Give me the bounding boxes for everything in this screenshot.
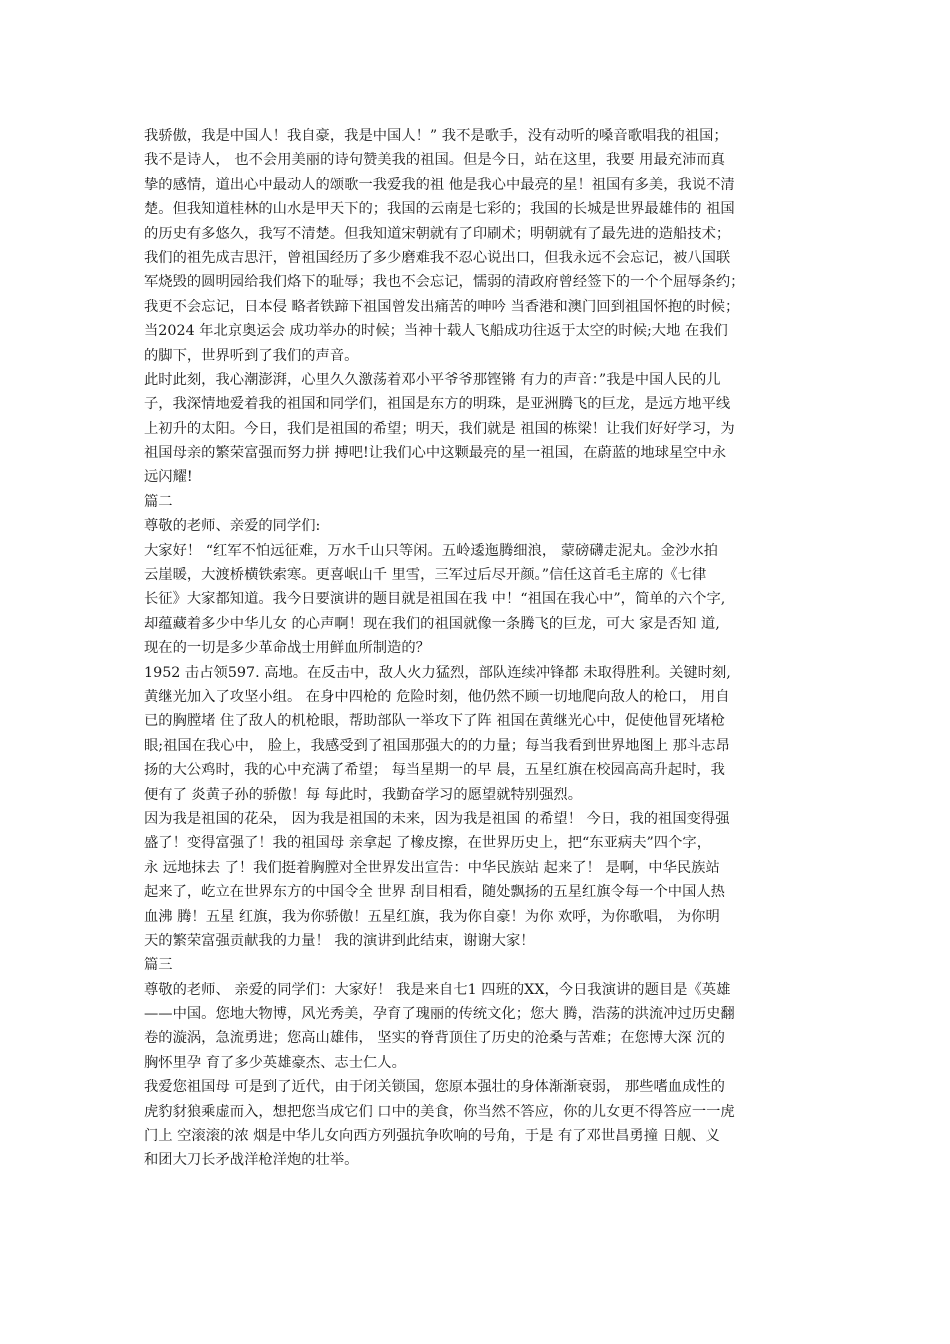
text-line: 我爱您祖国母 可是到了近代，由于闭关锁国，您原本强壮的身体渐渐衰弱， 那些嗜血成性的 xyxy=(144,1079,725,1096)
text-line: 门上 空滚滚的浓 烟是中华儿女向西方列强抗争吹响的号角，于是 有了邓世昌勇撞 日舰、义 xyxy=(144,1128,720,1145)
text-line: 此时此刻，我心潮澎湃，心里久久激荡着邓小平爷爷那铿锵 有力的声音：”我是中国人民的儿 xyxy=(144,371,721,388)
text-line: 现在的一切是多少革命战士用鲜血所制造的？ xyxy=(144,640,430,657)
text-line: 我骄傲，我是中国人！我自豪，我是中国人！” 我不是歌手，没有动听的嗓音歌唱我的祖国； xyxy=(144,128,728,144)
text-line: 当2024 年北京奥运会 成功举办的时候；当神十载人飞船成功往返于太空的时候;大地 在我们 xyxy=(144,323,728,340)
text-line: 因为我是祖国的花朵， 因为我是祖国的未来，因为我是祖国 的希望！ 今日，我的祖国变得强 xyxy=(144,810,730,827)
text-line: 扬的大公鸡时，我的心中充满了希望； 每当星期一的早 晨，五星红旗在校园高高升起时，我 xyxy=(144,762,725,779)
text-line: 起来了，屹立在世界东方的中国令全 世界 刮目相看，随处飘扬的五星红旗令每一个中国人热 xyxy=(144,884,725,901)
text-line: 和团大刀长矛战洋枪洋炮的壮举。 xyxy=(144,1152,359,1169)
text-line: 子，我深情地爱着我的祖国和同学们，祖国是东方的明珠，是亚洲腾飞的巨龙，是远方地平线 xyxy=(144,396,731,413)
text-line: 1952 击占领597. 高地。在反击中，敌人火力猛烈，部队连续冲锋都 未取得胜利。关键时刻, xyxy=(144,664,731,681)
text-line: 远闪耀! xyxy=(144,469,193,486)
section-heading: 篇三 xyxy=(144,957,173,974)
text-line: 军烧毁的圆明园给我们烙下的耻辱；我也不会忘记，懦弱的清政府曾经签下的一个个屈辱条约； xyxy=(144,274,745,291)
document-body xyxy=(144,124,804,1173)
text-line: 天的繁荣富强贡献我的力量！ 我的演讲到此结束，谢谢大家！ xyxy=(144,932,535,949)
text-line: 上初升的太阳。今日，我们是祖国的希望；明天，我们就是 祖国的栋梁！让我们好好学习，为 xyxy=(144,420,735,437)
text-line: 我不是诗人， 也不会用美丽的诗句赞美我的祖国。但是今日，站在这里，我要 用最充沛而真 xyxy=(144,152,725,169)
text-line: 云崖暖，大渡桥横铁索寒。更喜岷山千 里雪，三军过后尽开颜。”信任这首毛主席的《七律 xyxy=(144,567,707,584)
text-line: 便有了 炎黄子孙的骄傲！每 每此时，我勤奋学习的愿望就特别强烈。 xyxy=(144,786,582,803)
text-line: 虎豹豺狼乘虚而入，想把您当成它们 口中的美食，你当然不答应，你的儿女更不得答应一一虎 xyxy=(144,1103,735,1120)
text-line: 永 远地抹去 了！我们挺着胸膛对全世界发出宣告：中华民族站 起来了！ 是啊，中华民族站 xyxy=(144,859,720,876)
text-line: 楚。但我知道桂林的山水是甲天下的；我国的云南是七彩的；我国的长城是世界最雄伟的 祖国 xyxy=(144,201,735,218)
section-heading: 篇二 xyxy=(144,493,173,510)
text-line: 胸怀里孕 育了多少英雄豪杰、志士仁人。 xyxy=(144,1054,406,1071)
text-line: 我们的祖先成吉思汗，曾祖国经历了多少磨难我不忍心说出口，但我永远不会忘记，被八国联 xyxy=(144,249,731,266)
text-line: 的历史有多悠久，我写不清楚。但我知道宋朝就有了印刷术；明朝就有了最先进的造船技术； xyxy=(144,225,731,242)
text-line: 卷的漩涡，急流勇进；您高山雄伟， 坚实的脊背顶住了历史的沧桑与苦难；在您博大深 沉的 xyxy=(144,1030,725,1047)
text-line: 黄继光加入了攻坚小组。 在身中四枪的 危险时刻，他仍然不顾一切地爬向敌人的枪口， 用自 xyxy=(144,688,730,705)
text-line: 却蕴藏着多少中华儿女 的心声啊！现在我们的祖国就像一条腾飞的巨龙，可大 家是否知 道, xyxy=(144,615,720,632)
text-line: 祖国母亲的繁荣富强而努力拼 搏吧!让我们心中这颗最亮的星一祖国，在蔚蓝的地球星空中永 xyxy=(144,445,727,462)
text-line: ——中国。您地大物博，风光秀美，孕育了瑰丽的传统文化；您大 腾，浩荡的洪流冲过历史翻 xyxy=(144,1006,735,1023)
text-line: 血沸 腾！五星 红旗，我为你骄傲！五星红旗，我为你自豪！为你 欢呼，为你歌唱， 为你明 xyxy=(144,908,720,925)
text-line: 盛了！变得富强了！我的祖国母 亲拿起 了橡皮擦，在世界历史上，把“东亚病夫”四个字， xyxy=(144,835,711,852)
text-line: 长征》大家都知道。我今日要演讲的题目就是祖国在我 中！“祖国在我心中”，简单的六个字, xyxy=(144,591,726,608)
text-line: 尊敬的老师、亲爱的同学们: xyxy=(144,518,321,535)
text-line: 我更不会忘记，日本侵 略者铁蹄下祖国曾发出痛苦的呻吟 当香港和澳门回到祖国怀抱的时候； xyxy=(144,298,740,315)
text-line: 眼;祖国在我心中， 脸上，我感受到了祖国那强大的的力量；每当我看到世界地图上 那斗志昂 xyxy=(144,737,730,754)
text-line: 已的胸膛堵 住了敌人的机枪眼，帮助部队一举攻下了阵 祖国在黄继光心中，促使他冒死堵枪 xyxy=(144,713,725,730)
text-line: 的脚下，世界听到了我们的声音。 xyxy=(144,347,359,364)
text-line: 挚的感情，道出心中最动人的颂歌一我爱我的祖 他是我心中最亮的星！祖国有多美，我说不清 xyxy=(144,176,735,193)
text-line: 大家好！ “红军不怕远征难，万水千山只等闲。五岭逶迤腾细浪， 蒙磅礴走泥丸。金沙水拍 xyxy=(144,542,718,559)
text-line: 尊敬的老师、 亲爱的同学们：大家好！ 我是来自七1 四班的XX，今日我演讲的题目是《英雄 xyxy=(144,981,731,998)
